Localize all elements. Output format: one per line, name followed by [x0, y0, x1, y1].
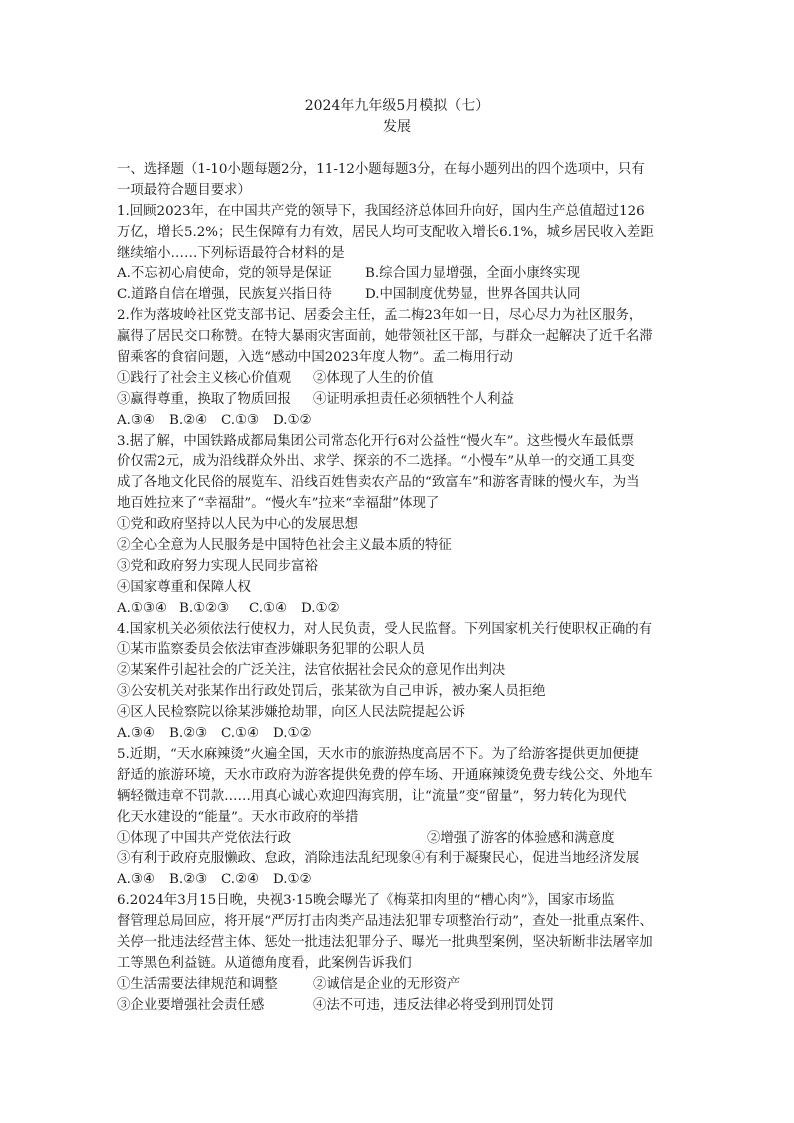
option-d: D.①②	[301, 600, 340, 616]
question-stem: 关停一批违法经营主体、惩处一批违法犯罪分子、曝光一批典型案例，坚决斩断非法屠宰加	[117, 934, 653, 950]
option-c: C.①④	[221, 726, 260, 742]
statement-2: ②增强了游客的体验感和满意度	[427, 830, 615, 846]
question-stem: 2.作为落坡岭社区党支部书记、居委会主任，孟二梅23年如一日，尽心尽力为社区服务，	[117, 308, 643, 324]
statement-4: ④国家尊重和保障人权	[117, 579, 251, 595]
option-d: D.中国制度优势显，世界各国共认同	[365, 287, 581, 303]
statement-3: ③赢得尊重，换取了物质回报	[117, 391, 292, 407]
statement-2: ②体现了人生的价值	[313, 370, 434, 386]
statement-4: ④法不可违，违反法律必将受到刑罚处罚	[313, 997, 555, 1013]
question-stem: 成了各地文化民俗的展览车、沿线百姓售卖农产品的“致富车”和游客青睐的慢火车，为当	[117, 475, 640, 491]
statement-row	[117, 829, 679, 850]
question-stem: 继续缩小……下列标语最符合材料的是	[117, 245, 345, 261]
option-b: B.综合国力显增强，全面小康终实现	[365, 266, 580, 282]
option-a: A.①③④	[117, 600, 167, 616]
statement-1: ①体现了中国共产党依法行政	[117, 830, 292, 846]
page-title: 2024年九年级5月模拟（七）	[304, 98, 490, 114]
option-a: A.不忘初心肩使命，党的领导是保证	[117, 266, 332, 282]
option-c: C.道路自信在增强，民族复兴指日待	[117, 287, 332, 303]
statement-row	[117, 996, 679, 1017]
option-row	[117, 411, 679, 432]
question-3	[117, 432, 679, 620]
question-5	[117, 745, 679, 891]
statement-3: ③有利于政府克服懒政、怠政，消除违法乱纪现象	[117, 851, 412, 867]
option-c: C.①③	[221, 412, 260, 428]
option-row	[117, 724, 679, 745]
question-stem: 辆轻微违章不罚款……用真心诚心欢迎四海宾朋，让“流量”变“留量”，努力转化为现代	[117, 788, 627, 804]
option-d: D.①②	[273, 412, 312, 428]
question-stem: 4.国家机关必须依法行使权力，对人民负责，受人民监督。下列国家机关行使职权正确的有	[117, 621, 653, 637]
option-b: B.①②③	[179, 600, 230, 616]
option-a: A.③④	[117, 412, 155, 428]
option-b: B.②③	[169, 726, 208, 742]
statement-3: ③党和政府努力实现人民同步富裕	[117, 558, 318, 574]
question-6	[117, 891, 679, 1016]
question-stem: 5.近期，“天水麻辣烫”火遍全国，天水市的旅游热度高居不下。为了给游客提供更加便捷	[117, 746, 639, 762]
statement-3: ③企业要增强社会责任感	[117, 997, 265, 1013]
section-heading: 一、选择题（1-10小题每题2分，11-12小题每题3分，在每小题列出的四个选项中，只有	[117, 162, 645, 177]
question-stem: 留乘客的食宿问题，入选“感动中国2023年度人物”。孟二梅用行动	[117, 350, 513, 366]
question-stem: 3.据了解，中国铁路成都局集团公司常态化开行6对公益性“慢火车”。这些慢火车最低票	[117, 433, 635, 449]
statement-row	[117, 849, 679, 870]
option-a: A.③④	[117, 872, 155, 888]
statement-row	[117, 390, 679, 411]
statement-row	[117, 975, 679, 996]
question-2	[117, 306, 679, 431]
question-stem: 1.回顾2023年，在中国共产党的领导下，我国经济总体回升向好，国内生产总值超过126	[117, 203, 645, 219]
question-stem: 赢得了居民交口称赞。在特大暴雨灾害面前，她带领社区干部，与群众一起解决了近千名滞	[117, 329, 653, 345]
option-a: A.③④	[117, 726, 155, 742]
option-b: B.②③	[169, 872, 208, 888]
question-stem: 舒适的旅游环境，天水市政府为游客提供免费的停车场、开通麻辣烫免费专线公交、外地车	[117, 767, 653, 783]
question-4	[117, 620, 679, 745]
exam-content	[117, 160, 679, 1017]
statement-row	[117, 369, 679, 390]
option-row	[117, 285, 679, 306]
statement-4: ④区人民检察院以徐某涉嫌抢劫罪，向区人民法院提起公诉	[117, 705, 466, 721]
question-stem: 化天水建设的“能量”。天水市政府的举措	[117, 809, 359, 825]
statement-2: ②诚信是企业的无形资产	[313, 976, 461, 992]
option-row	[117, 264, 679, 285]
statement-2: ②某案件引起社会的广泛关注，法官依据社会民众的意见作出判决	[117, 663, 506, 679]
option-c: C.②④	[221, 872, 260, 888]
page-subtitle: 发展	[383, 119, 411, 135]
question-1	[117, 202, 679, 306]
statement-4: ④证明承担责任必须牺牲个人利益	[313, 391, 514, 407]
statement-1: ①党和政府坚持以人民为中心的发展思想	[117, 517, 359, 533]
statement-4: ④有利于凝聚民心，促进当地经济发展	[411, 851, 640, 867]
option-d: D.①②	[273, 872, 312, 888]
statement-1: ①生活需要法律规范和调整	[117, 976, 278, 992]
question-stem: 价仅需2元，成为沿线群众外出、求学、探亲的不二选择。“小慢车”从单一的交通工具变	[117, 454, 635, 470]
option-c: C.①④	[249, 600, 288, 616]
option-d: D.①②	[273, 726, 312, 742]
section-heading-cont: 一项最符合题目要求）	[117, 182, 251, 198]
question-stem: 地百姓拉来了“幸福甜”。“慢火车”拉来“幸福甜”体现了	[117, 496, 440, 512]
statement-1: ①某市监察委员会依法审查涉嫌职务犯罪的公职人员	[117, 642, 425, 658]
option-b: B.②④	[169, 412, 208, 428]
question-stem: 督管理总局回应，将开展“严厉打击肉类产品违法犯罪专项整治行动”，查处一批重点案件、	[117, 914, 653, 930]
question-stem: 6.2024年3月15日晚，央视3·15晚会曝光了《梅菜扣肉里的“槽心肉”》，国家市场监	[117, 893, 615, 909]
option-row	[117, 599, 679, 620]
question-stem: 工等黑色利益链。从道德角度看，此案例告诉我们	[117, 955, 412, 971]
statement-1: ①践行了社会主义核心价值观	[117, 370, 292, 386]
statement-3: ③公安机关对张某作出行政处罚后，张某欲为自己申诉，被办案人员拒绝	[117, 684, 546, 700]
option-row	[117, 870, 679, 891]
statement-2: ②全心全意为人民服务是中国特色社会主义最本质的特征	[117, 538, 452, 554]
question-stem: 万亿，增长5.2%；民生保障有力有效，居民人均可支配收入增长6.1%，城乡居民收入差距	[117, 224, 654, 240]
